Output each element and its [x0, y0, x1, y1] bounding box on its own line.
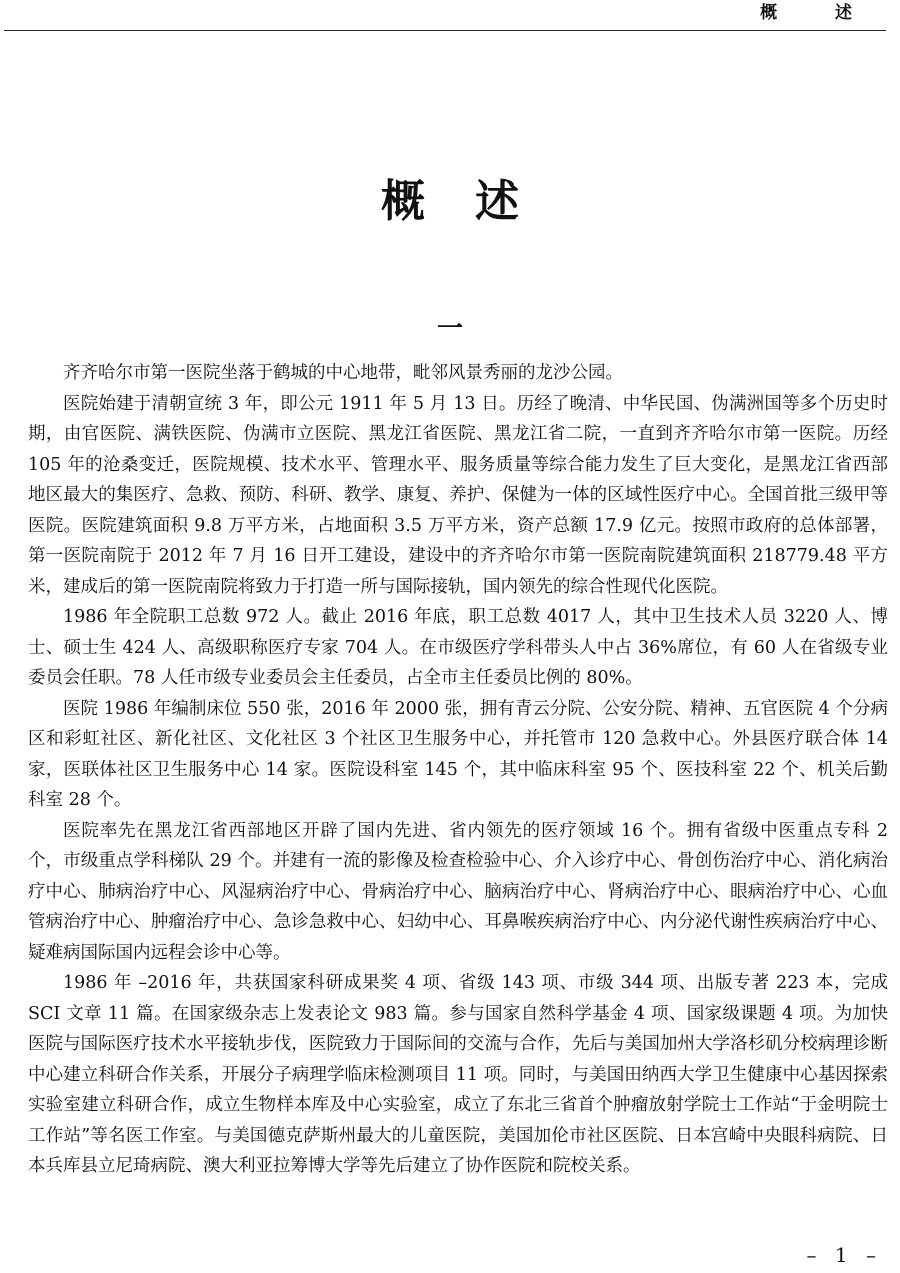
paragraph: 医院始建于清朝宣统 3 年，即公元 1911 年 5 月 13 日。历经了晚清、中华民国、伪满洲国等多个历史时期，由官医院、满铁医院、伪满市立医院、黑龙江省医院、黑龙江省二院，一直到齐齐哈尔市第一医院。历经 105 年的沧桑变迁，医院规模、技术水平、管理水平、服务质量等综合能力发生了巨大变化，是黑龙江省西部地区最大的集医疗、急救、预防、科研、教学、康复、养护、保健为一体的区域性医疗中心。全国首批三级甲等医院。医院建筑面积 9.8 万平方米，占地面积 3.5 万平方米，资产总额 17.9 亿元。按照市政府的总体部署，第一医院南院于 2012 年 7 月 16 日开工建设，建设中的齐齐哈尔市第一医院南院建筑面积 218779.48 平方米，建成后的第一医院南院将致力于打造一所与国际接轨，国内领先的综合性现代化医院。 — [28, 393, 888, 597]
paragraph: 1986 年 –2016 年，共获国家科研成果奖 4 项、省级 143 项、市级 344 项、出版专著 223 本，完成 SCI 文章 11 篇。在国家级杂志上发表论文 983 篇。参与国家自然科学基金 4 项、国家级课题 4 项。为加快医院与国际医疗技术水平接轨步伐，医院致力于国际间的交流与合作，先后与美国加州大学洛杉矶分校病理诊断中心建立科研合作关系，开展分子病理学临床检测项目 11 项。同时，与美国田纳西大学卫生健康中心基因探索实验室建立科研合作，成立生物样本库及中心实验室，成立了东北三省首个肿瘤放射学院士工作站“于金明院士工作站”等名医工作室。与美国德克萨斯州最大的儿童医院，美国加伦市社区医院、日本宫崎中央眼科病院、日本兵库县立尼琦病院、澳大利亚拉筹博大学等先后建立了协作医院和院校关系。 — [28, 973, 888, 1176]
page-number: – 1 – — [806, 1243, 882, 1267]
section-number: 一 — [436, 314, 463, 344]
running-header: 概 述 — [760, 3, 878, 23]
header-rule — [4, 30, 886, 31]
paragraph: 齐齐哈尔市第一医院坐落于鹤城的中心地带，毗邻风景秀丽的龙沙公园。 — [63, 363, 623, 383]
body-text — [28, 358, 888, 1182]
paragraph: 医院 1986 年编制床位 550 张，2016 年 2000 张，拥有青云分院、公安分院、精神、五官医院 4 个分病区和彩虹社区、新化社区、文化社区 3 个社区卫生服务中心，并托管市 120 急救中心。外县医疗联合体 14 家，医联体社区卫生服务中心 14 家。医院设科室 145 个，其中临床科室 95 个、医技科室 22 个、机关后勤科室 28 个。 — [28, 698, 888, 810]
paragraph: 医院率先在黑龙江省西部地区开辟了国内先进、省内领先的医疗领域 16 个。拥有省级中医重点专科 2 个，市级重点学科梯队 29 个。并建有一流的影像及检查检验中心、介入诊疗中心、骨创伤治疗中心、消化病治疗中心、肺病治疗中心、风湿病治疗中心、骨病治疗中心、脑病治疗中心、肾病治疗中心、眼病治疗中心、心血管病治疗中心、肿瘤治疗中心、急诊急救中心、妇幼中心、耳鼻喉疾病治疗中心、内分泌代谢性疾病治疗中心、疑难病国际国内远程会诊中心等。 — [28, 820, 888, 963]
paragraph: 1986 年全院职工总数 972 人。截止 2016 年底，职工总数 4017 人，其中卫生技术人员 3220 人、博士、硕士生 424 人、高级职称医疗专家 704 人。在市级医疗学科带头人中占 36%席位，有 60 人在省级专业委员会任职。78 人任市级专业委员会主任委员，占全市主任委员比例的 80%。 — [28, 607, 888, 688]
chapter-title: 概述 — [381, 176, 569, 227]
